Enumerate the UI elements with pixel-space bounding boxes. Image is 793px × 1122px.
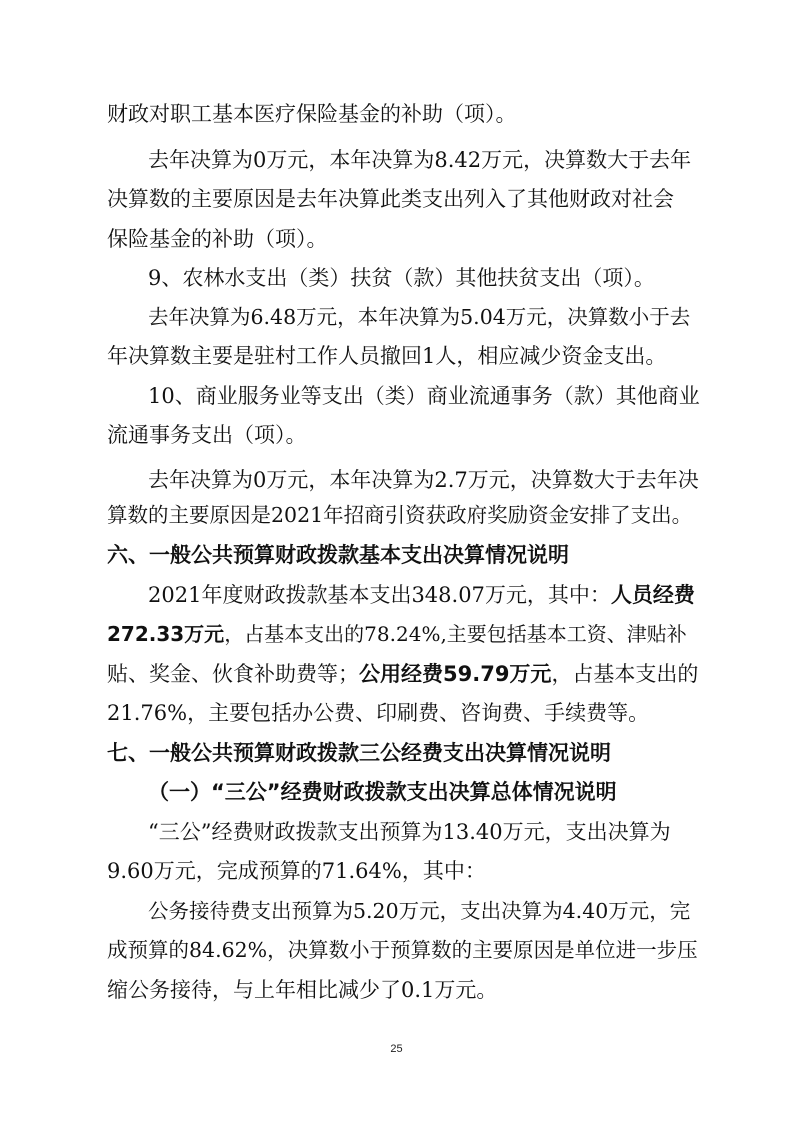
body-line: 公务接待费支出预算为5.20万元，支出决算为4.40万元，完 bbox=[148, 899, 691, 923]
text-span: 贴、奖金、伙食补助费等； bbox=[107, 662, 359, 686]
body-line: 算数的主要原因是2021年招商引资获政府奖励资金安排了支出。 bbox=[107, 503, 693, 527]
body-line: 去年决算为0万元，本年决算为2.7万元，决算数大于去年决 bbox=[148, 468, 699, 492]
text-span: 2021年度财政拨款基本支出348.07万元，其中： bbox=[148, 583, 611, 607]
body-line: 缩公务接待，与上年相比减少了0.1万元。 bbox=[107, 978, 498, 1002]
body-line: 成预算的84.62%，决算数小于预算数的主要原因是单位进一步压 bbox=[107, 938, 698, 962]
body-line: “三公”经费财政拨款支出预算为13.40万元，支出决算为 bbox=[148, 820, 671, 844]
text-span: ，占基本支出的78.24%,主要包括基本工资、津贴补 bbox=[224, 622, 687, 646]
body-line: 决算数的主要原因是去年决算此类支出列入了其他财政对社会 bbox=[107, 187, 674, 211]
bold-term-personnel: 人员经费 bbox=[610, 583, 695, 607]
body-line: 保险基金的补助（项）。 bbox=[107, 227, 328, 251]
body-line: 去年决算为0万元，本年决算为8.42万元，决算数大于去年 bbox=[148, 148, 692, 172]
body-line: 去年决算为6.48万元，本年决算为5.04万元，决算数小于去 bbox=[148, 305, 691, 329]
body-line: 9.60万元，完成预算的71.64%，其中： bbox=[107, 859, 486, 883]
page-number: 25 bbox=[390, 1043, 403, 1055]
body-line: 10、商业服务业等支出（类）商业流通事务（款）其他商业 bbox=[148, 384, 700, 408]
section-heading-7: 七、一般公共预算财政拨款三公经费支出决算情况说明 bbox=[107, 741, 611, 765]
body-line: 流通事务支出（项）。 bbox=[107, 423, 307, 447]
body-line bbox=[107, 620, 687, 648]
body-line bbox=[107, 660, 698, 688]
body-line: 年决算数主要是驻村工作人员撤回1人，相应减少资金支出。 bbox=[107, 344, 667, 368]
bold-amount-personnel: 272.33万元 bbox=[107, 622, 225, 646]
body-line: 财政对职工基本医疗保险基金的补助（项）。 bbox=[107, 102, 517, 126]
text-span: ，占基本支出的 bbox=[551, 662, 699, 686]
subsection-heading-7-1: （一）“三公”经费财政拨款支出决算总体情况说明 bbox=[148, 780, 617, 804]
bold-term-public: 公用经费59.79万元 bbox=[359, 662, 552, 686]
section-heading-6: 六、一般公共预算财政拨款基本支出决算情况说明 bbox=[107, 543, 569, 567]
body-line: 9、农林水支出（类）扶贫（款）其他扶贫支出（项）。 bbox=[148, 266, 655, 290]
body-line: 21.76%，主要包括办公费、印刷费、咨询费、手续费等。 bbox=[107, 701, 650, 725]
body-line bbox=[148, 581, 695, 609]
